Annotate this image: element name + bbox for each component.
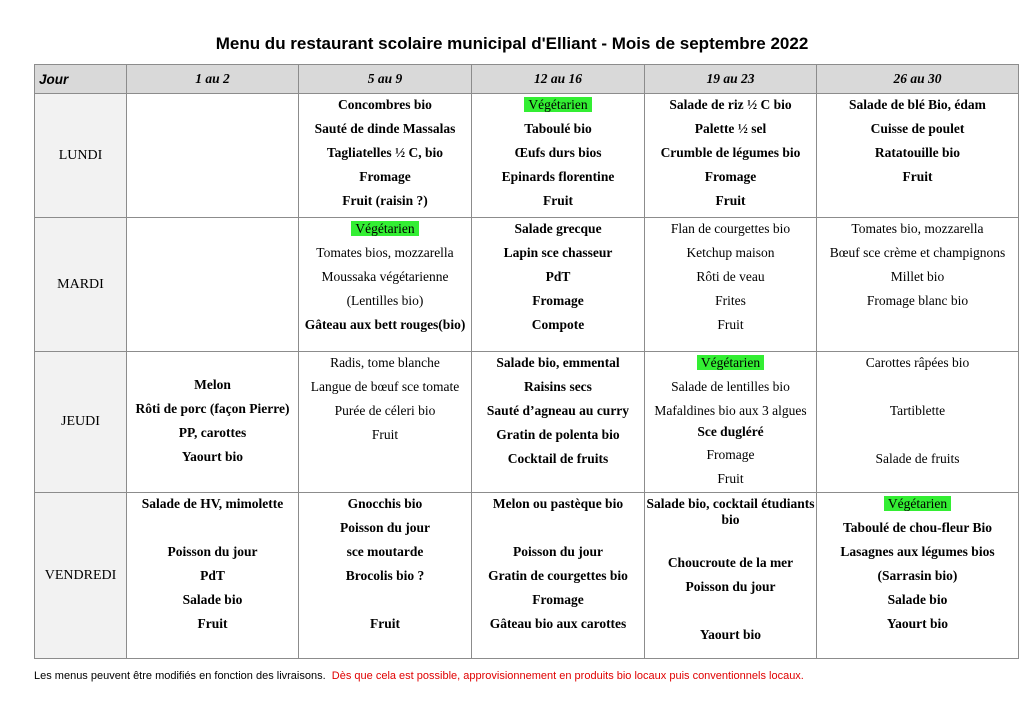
dish-line: Sce dugléré bbox=[697, 424, 764, 439]
dish-line: Cocktail de fruits bbox=[507, 451, 609, 466]
dish-line: Sauté d’agneau au curry bbox=[486, 403, 630, 418]
dish-line: Sauté de dinde Massalas bbox=[314, 121, 456, 136]
vegetarian-line bbox=[817, 493, 1018, 517]
dish-line: Fromage bbox=[532, 293, 584, 308]
dish-line: Fruit bbox=[370, 616, 400, 631]
dish-line: Salade bio bbox=[887, 592, 948, 607]
menu-cell bbox=[645, 352, 817, 493]
menu-cell bbox=[299, 218, 472, 352]
dish-line: Langue de bœuf sce tomate bbox=[310, 379, 460, 394]
dish-line: Flan de courgettes bio bbox=[670, 221, 791, 236]
dish-line: (Sarrasin bio) bbox=[877, 568, 958, 583]
row-vendredi bbox=[35, 493, 1019, 659]
dish-line: Palette ½ sel bbox=[694, 121, 767, 136]
day-label: MARDI bbox=[35, 218, 127, 352]
dish-line: Salade grecque bbox=[514, 221, 602, 236]
dish-line: Gnocchis bio bbox=[347, 496, 423, 511]
dish-line: Salade bio bbox=[182, 592, 243, 607]
dish-line: Rôti de porc (façon Pierre) bbox=[135, 401, 290, 416]
dish-line: Fruit (raisin ?) bbox=[342, 193, 428, 208]
dish-line: Salade bio, emmental bbox=[496, 355, 620, 370]
dish-line: Poisson du jour bbox=[685, 579, 776, 595]
dish-line: Tagliatelles ½ C, bio bbox=[326, 145, 444, 160]
dish-line: PdT bbox=[200, 568, 225, 583]
dish-line: Choucroute de la mer bbox=[667, 555, 794, 571]
dish-line: PdT bbox=[545, 269, 571, 284]
dish-line: (Lentilles bio) bbox=[346, 293, 424, 308]
dish-line: Fruit bbox=[197, 616, 228, 631]
dish-line: Salade de riz ½ C bio bbox=[669, 97, 792, 112]
dish-line: Salade de HV, mimolette bbox=[141, 496, 284, 511]
dish-line: Fruit bbox=[543, 193, 573, 208]
menu-cell bbox=[472, 352, 645, 493]
menu-cell bbox=[817, 94, 1019, 218]
header-week-2: 5 au 9 bbox=[299, 65, 472, 94]
dish-line: Melon bbox=[194, 377, 231, 392]
dish-line: Gâteau aux bett rouges(bio) bbox=[304, 317, 466, 332]
menu-cell bbox=[472, 94, 645, 218]
header-week-4: 19 au 23 bbox=[645, 65, 817, 94]
day-label: LUNDI bbox=[35, 94, 127, 218]
blank-line bbox=[472, 517, 644, 541]
menu-cell bbox=[645, 493, 817, 659]
dish-line: Fromage bbox=[704, 169, 757, 184]
blank-line bbox=[645, 600, 816, 624]
dish-line: Radis, tome blanche bbox=[330, 355, 440, 370]
dish-line: Salade de lentilles bio bbox=[671, 379, 790, 394]
blank-line bbox=[817, 376, 1018, 400]
dish-line: Raisins secs bbox=[524, 379, 592, 394]
dish-line: Yaourt bio bbox=[181, 449, 244, 464]
menu-cell bbox=[299, 94, 472, 218]
footnote bbox=[34, 670, 804, 682]
dish-line: Lapin sce chasseur bbox=[503, 245, 613, 260]
blank-line bbox=[645, 528, 816, 552]
menu-cell bbox=[817, 352, 1019, 493]
header-week-5: 26 au 30 bbox=[817, 65, 1019, 94]
row-lundi bbox=[35, 94, 1019, 218]
dish-line: Millet bio bbox=[890, 269, 945, 284]
menu-cell bbox=[645, 218, 817, 352]
page-title: Menu du restaurant scolaire municipal d'Elliant - Mois de septembre 2022 bbox=[215, 34, 809, 53]
dish-line: Bœuf sce crème et champignons bbox=[829, 245, 1006, 260]
vegetarian-line bbox=[645, 352, 816, 376]
dish-line: Tomates bio, mozzarella bbox=[851, 221, 984, 236]
dish-line: Purée de céleri bio bbox=[334, 403, 436, 418]
dish-line: Cuisse de poulet bbox=[870, 121, 965, 136]
row-mardi bbox=[35, 218, 1019, 352]
dish-line: Fruit bbox=[717, 471, 744, 486]
menu-cell bbox=[127, 493, 299, 659]
dish-line: Gratin de polenta bio bbox=[496, 427, 620, 442]
dish-line: Salade de fruits bbox=[875, 451, 960, 466]
dish-line: Tartiblette bbox=[889, 403, 946, 418]
dish-line: Concombres bio bbox=[338, 97, 432, 112]
menu-cell bbox=[817, 493, 1019, 659]
dish-line: Fromage bbox=[706, 447, 755, 462]
dish-line: Yaourt bio bbox=[699, 627, 762, 643]
dish-line: sce moutarde bbox=[346, 544, 424, 559]
dish-line: Gratin de courgettes bio bbox=[488, 568, 628, 583]
dish-line: Brocolis bio ? bbox=[345, 568, 425, 583]
dish-line: Fruit bbox=[902, 169, 933, 184]
dish-line: Yaourt bio bbox=[886, 616, 949, 631]
dish-line: Taboulé de chou-fleur Bio bbox=[843, 520, 992, 535]
dish-line: Frites bbox=[715, 293, 746, 308]
footnote-text: Les menus peuvent être modifiés en fonction des livraisons. bbox=[34, 670, 326, 682]
menu-cell bbox=[127, 218, 299, 352]
dish-line: Compote bbox=[531, 317, 585, 332]
dish-line: Epinards florentine bbox=[501, 169, 615, 184]
menu-cell bbox=[299, 352, 472, 493]
blank-line bbox=[127, 517, 298, 541]
blank-line bbox=[299, 589, 471, 613]
row-jeudi bbox=[35, 352, 1019, 493]
dish-line: Rôti de veau bbox=[696, 269, 765, 284]
dish-line: PP, carottes bbox=[178, 425, 247, 440]
dish-line: Fruit bbox=[717, 317, 744, 332]
dish-line: Salade bio, cocktail étudiants bio bbox=[646, 496, 815, 528]
dish-line: Poisson du jour bbox=[512, 544, 604, 559]
menu-cell bbox=[127, 352, 299, 493]
menu-cell bbox=[472, 218, 645, 352]
dish-line: Poisson du jour bbox=[167, 544, 258, 559]
header-jour: Jour bbox=[35, 65, 127, 94]
footnote-sourcing-text: Dès que cela est possible, approvisionnement en produits bio locaux puis conventionnels locaux. bbox=[331, 670, 804, 682]
dish-line: Mafaldines bio aux 3 algues bbox=[654, 403, 807, 418]
day-label: VENDREDI bbox=[35, 493, 127, 659]
dish-line: Carottes râpées bio bbox=[865, 355, 970, 370]
menu-cell bbox=[645, 94, 817, 218]
dish-line: Crumble de légumes bio bbox=[660, 145, 801, 160]
dish-line: Ratatouille bio bbox=[874, 145, 961, 160]
vegetarian-badge: Végétarien bbox=[524, 97, 591, 112]
menu-cell bbox=[472, 493, 645, 659]
vegetarian-line bbox=[472, 94, 644, 118]
dish-line: Salade de blé Bio, édam bbox=[849, 97, 986, 112]
header-week-1: 1 au 2 bbox=[127, 65, 299, 94]
menu-cell bbox=[817, 218, 1019, 352]
dish-line: Moussaka végétarienne bbox=[321, 269, 449, 284]
dish-line: Ketchup maison bbox=[686, 245, 775, 260]
header-row bbox=[35, 65, 1019, 94]
blank-line bbox=[817, 424, 1018, 448]
header-week-3: 12 au 16 bbox=[472, 65, 645, 94]
dish-line: Taboulé bio bbox=[524, 121, 592, 136]
dish-line: Melon ou pastèque bio bbox=[492, 496, 624, 511]
menu-cell bbox=[127, 94, 299, 218]
dish-line: Fromage bbox=[532, 592, 584, 607]
vegetarian-badge: Végétarien bbox=[697, 355, 764, 370]
dish-line: Fruit bbox=[371, 427, 399, 442]
vegetarian-line bbox=[299, 218, 471, 242]
day-label: JEUDI bbox=[35, 352, 127, 493]
dish-line: Tomates bios, mozzarella bbox=[316, 245, 454, 260]
dish-line: Œufs durs bios bbox=[514, 145, 602, 160]
dish-line: Gâteau bio aux carottes bbox=[489, 616, 627, 631]
menu-table bbox=[34, 64, 1019, 659]
dish-line: Lasagnes aux légumes bios bbox=[840, 544, 995, 559]
vegetarian-badge: Végétarien bbox=[884, 496, 951, 511]
dish-line: Poisson du jour bbox=[339, 520, 431, 535]
menu-cell bbox=[299, 493, 472, 659]
dish-line: Fruit bbox=[715, 193, 746, 208]
dish-line: Fromage blanc bio bbox=[866, 293, 969, 308]
vegetarian-badge: Végétarien bbox=[351, 221, 418, 236]
dish-line: Fromage bbox=[359, 169, 411, 184]
